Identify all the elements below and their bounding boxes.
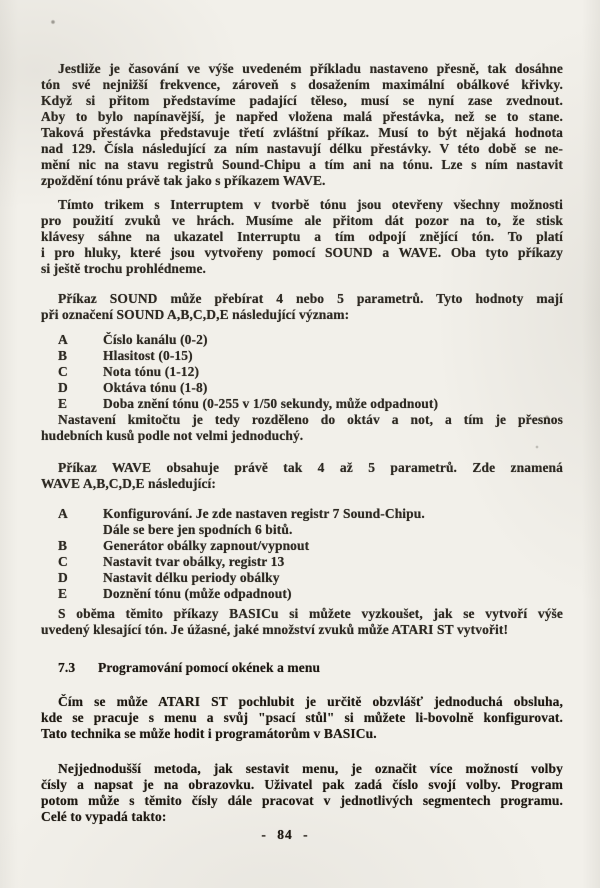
text-line: potom může s těmito čísly dále pracovat v jednotlivých segmentech programu. — [41, 793, 563, 808]
param-letter: C — [58, 554, 68, 569]
param-text: Nastavit délku periody obálky — [103, 570, 280, 585]
text-line: Jestliže je časování ve výše uvedeném příkladu nastaveno přesně, tak dosáhne — [58, 61, 563, 76]
param-row — [41, 380, 563, 396]
param-row — [41, 506, 563, 522]
paragraph-interrupt — [41, 197, 563, 277]
text-line: kde se pracuje s menu a svůj "psací stůl" si můžete li-bovolně konfigurovat. — [41, 710, 563, 725]
text-line: Když si přitom představíme padající těleso, musí se nyní zase zvednout. — [41, 93, 563, 108]
param-row — [41, 396, 563, 412]
text-line: Příkaz SOUND může přebírat 4 nebo 5 parametrů. Tyto hodnoty mají — [58, 291, 563, 306]
paragraph-timing — [41, 61, 563, 189]
param-text: Doznění tónu (může odpadnout) — [103, 586, 292, 601]
paragraph-menu-method — [41, 761, 563, 825]
text-line: WAVE A,B,C,D,E následující: — [41, 476, 216, 491]
param-letter: B — [58, 538, 68, 553]
param-letter: D — [58, 570, 68, 585]
param-letter: B — [58, 348, 68, 363]
text-line: Nastavení kmitočtu je tedy rozděleno do oktáv a not, a tím je přesnos — [58, 412, 563, 427]
text-line: Taková přestávka představuje třetí zvláštní příkaz. Musí to být nějaká hodnota — [41, 125, 563, 140]
param-row — [41, 554, 563, 570]
paragraph-sound-note — [41, 412, 563, 444]
paragraph-windows-intro — [41, 694, 563, 742]
param-letter: C — [58, 364, 68, 379]
text-line: Celé to vypadá takto: — [41, 809, 167, 824]
text-line: při označení SOUND A,B,C,D,E následující význam: — [41, 307, 350, 322]
text-line: S oběma těmito příkazy BASICu si můžete vyzkoušet, jak se vytvoří výše — [58, 606, 563, 621]
param-text: Číslo kanálu (0-2) — [103, 332, 208, 347]
text-line: zpoždění tónu právě tak jako s příkazem WAVE. — [41, 173, 326, 188]
text-line: tón své nejnižší frekvence, zároveň s dosažením maximální obálkové křivky. — [41, 77, 563, 92]
sound-parameter-list — [41, 332, 563, 412]
param-text: Oktáva tónu (1-8) — [103, 380, 208, 395]
text-line: Čím se může ATARI ST pochlubit je určitě obzvlášť jednoduchá obsluha, — [58, 694, 563, 709]
param-text: Nastavit tvar obálky, registr 13 — [103, 554, 285, 569]
text-line: pro použití zvuků ve hrách. Musíme ale přitom dát pozor na to, že stisk — [41, 213, 563, 228]
text-line: nad 129. Čísla následující za ním nastavují délku přestávky. V této době se ne- — [41, 141, 563, 156]
paragraph-sound-intro — [41, 291, 563, 323]
param-text: Generátor obálky zapnout/vypnout — [103, 538, 310, 553]
text-line: si ještě trochu prohlédneme. — [41, 261, 207, 276]
param-row — [41, 364, 563, 380]
text-line: Tato technika se může hodit i programátorům v BASICu. — [41, 726, 377, 741]
text-line: Aby to bylo napínavější, je napřed vložena malá přestávka, než se to stane. — [41, 109, 563, 124]
param-letter: A — [58, 506, 68, 521]
param-row — [41, 522, 563, 538]
text-line: klávesy sáhne na ukazatel Interruptu a tím odpojí znějící tón. To platí — [41, 229, 563, 244]
section-number: 7.3 — [58, 660, 76, 675]
param-text: Hlasitost (0-15) — [103, 348, 193, 363]
param-row — [41, 538, 563, 554]
param-letter: E — [58, 586, 68, 601]
page-number: - 84 - — [261, 827, 309, 842]
text-line: Příkaz WAVE obsahuje právě tak 4 až 5 parametrů. Zde znamená — [58, 460, 563, 475]
param-text: Doba znění tónu (0-255 v 1/50 sekundy, může odpadnout) — [103, 396, 439, 411]
text-line: Tímto trikem s Interruptem v tvorbě tónu jsou otevřeny všechny možnosti — [58, 197, 563, 212]
param-letter — [41, 522, 103, 538]
param-text: Konfigurování. Je zde nastaven registr 7 Sound-Chipu. — [103, 506, 425, 521]
text-line: i pro hluky, které jsou vytvořeny pomocí SOUND a WAVE. Oba tyto příkazy — [41, 245, 563, 260]
param-letter: A — [58, 332, 68, 347]
section-heading — [41, 660, 563, 676]
param-row — [41, 348, 563, 364]
text-line: čísly a napsat je na obrazovku. Uživatel pak zadá číslo svojí volby. Program — [41, 777, 563, 792]
text-line: mění nic na stavu registrů Sound-Chipu a tím ani na tónu. Lze s ním nastavit — [41, 157, 563, 172]
param-letter: E — [58, 396, 68, 411]
text-line: Nejjednodušší metoda, jak sestavit menu, je označit více možností volby — [58, 761, 563, 776]
param-text: Dále se bere jen spodních 6 bitů. — [103, 522, 293, 537]
page-content — [41, 61, 563, 825]
param-text: Nota tónu (1-12) — [103, 364, 200, 379]
section-title: Programování pomocí okének a menu — [98, 660, 321, 675]
text-line: hudebních kusů podle not velmi jednoduchý. — [41, 428, 304, 443]
paragraph-wave-intro — [41, 460, 563, 492]
paragraph-basic-note — [41, 606, 563, 638]
param-row — [41, 570, 563, 586]
param-letter: D — [58, 380, 68, 395]
param-row — [41, 332, 563, 348]
wave-parameter-list — [41, 506, 563, 602]
text-line: uvedený klesající tón. Je úžasné, jaké množství zvuků může ATARI ST vytvořit! — [41, 622, 509, 637]
param-row — [41, 586, 563, 602]
